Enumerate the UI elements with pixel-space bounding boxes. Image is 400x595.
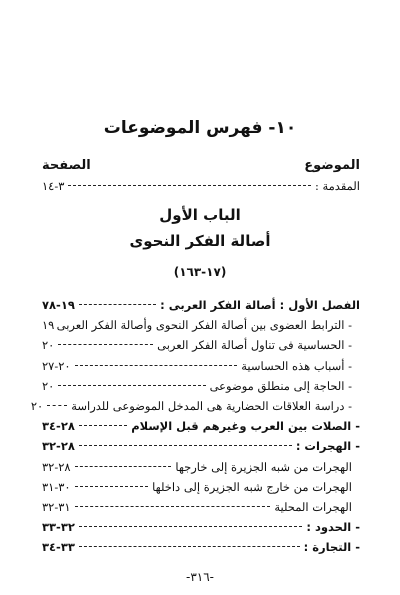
- toc-entry: [42, 438, 360, 454]
- toc-entry: [42, 358, 352, 374]
- part-page-range: (١٧-١٦٣): [173, 265, 227, 279]
- toc-entry: [42, 499, 352, 515]
- dot-leader: [68, 185, 311, 186]
- entry-label: - الصلات بين العرب وغيرهم قبل الإسلام: [131, 419, 360, 433]
- toc-entry: [42, 337, 352, 353]
- entry-label: الهجرات من خارج شبه الجزيرة إلى داخلها: [152, 480, 352, 494]
- entry-label: - التجارة :: [303, 540, 360, 554]
- entry-pages: ١٩: [42, 318, 55, 332]
- entry-pages: ٣٢-٣٣: [42, 520, 75, 534]
- dot-leader: [79, 526, 303, 527]
- page-column-header: الصفحة: [42, 158, 91, 173]
- toc-entry: [42, 297, 360, 313]
- dot-leader: [47, 405, 67, 406]
- dot-leader: [75, 506, 271, 507]
- entry-pages: ٢٠: [42, 338, 55, 352]
- dot-leader: [79, 304, 156, 305]
- dot-leader: [75, 486, 149, 487]
- entry-label: المقدمة :: [314, 179, 360, 193]
- entry-label: - الحدود :: [306, 520, 360, 534]
- intro-entry: [42, 178, 360, 194]
- entry-label: - الحساسية فى تناول أصالة الفكر العربى: [157, 338, 352, 352]
- dot-leader: [79, 546, 300, 547]
- entry-label: - أسباب هذه الحساسية: [241, 359, 352, 373]
- entry-pages: ٢٠: [30, 399, 44, 413]
- entry-label: - الهجرات :: [295, 439, 360, 453]
- entry-pages: ٢٨-٣٢: [42, 460, 71, 474]
- toc-entry: [42, 519, 360, 535]
- toc-entry: [42, 418, 360, 434]
- dot-leader: [58, 385, 205, 386]
- part-heading: الباب الأول: [159, 206, 241, 224]
- entry-pages: ٣٠-٣١: [42, 480, 71, 494]
- entry-pages: ١٩-٧٨: [42, 298, 75, 312]
- toc-entry: [30, 398, 352, 414]
- toc-entry: [42, 459, 352, 475]
- page-number: -٣١٦-: [185, 570, 215, 584]
- entry-pages: ٢٨-٣٢: [42, 439, 75, 453]
- dot-leader: [79, 425, 127, 426]
- entry-pages: ٢٠-٢٧: [42, 359, 71, 373]
- entry-label: - دراسة العلاقات الحضارية هى المدخل الموضوعى للدراسة: [71, 399, 352, 413]
- page-title: ١٠- فهرس الموضوعات: [103, 118, 297, 138]
- toc-entry: [42, 317, 352, 333]
- dot-leader: [75, 466, 172, 467]
- toc-entry: [42, 479, 352, 495]
- entry-label: - الترابط العضوى بين أصالة الفكر النحوى وأصالة الفكر العربى: [56, 318, 352, 332]
- dot-leader: [79, 445, 292, 446]
- part-subtitle: أصالة الفكر النحوى: [129, 232, 271, 250]
- entry-pages: ٢٨-٣٤: [42, 419, 75, 433]
- entry-pages: ٢٠: [42, 379, 55, 393]
- entry-label: الفصل الأول : أصالة الفكر العربى :: [160, 298, 360, 312]
- entry-pages: ٣-١٤: [42, 179, 65, 193]
- entry-label: الهجرات المحلية: [274, 500, 352, 514]
- toc-entry: [42, 378, 352, 394]
- dot-leader: [58, 344, 153, 345]
- dot-leader: [75, 365, 238, 366]
- entry-pages: ٣٣-٣٤: [42, 540, 75, 554]
- entry-label: الهجرات من شبه الجزيرة إلى خارجها: [175, 460, 352, 474]
- topic-column-header: الموضوع: [304, 158, 360, 173]
- entry-label: - الحاجة إلى منطلق موضوعى: [209, 379, 352, 393]
- entry-pages: ٣١-٣٢: [42, 500, 71, 514]
- toc-entry: [42, 539, 360, 555]
